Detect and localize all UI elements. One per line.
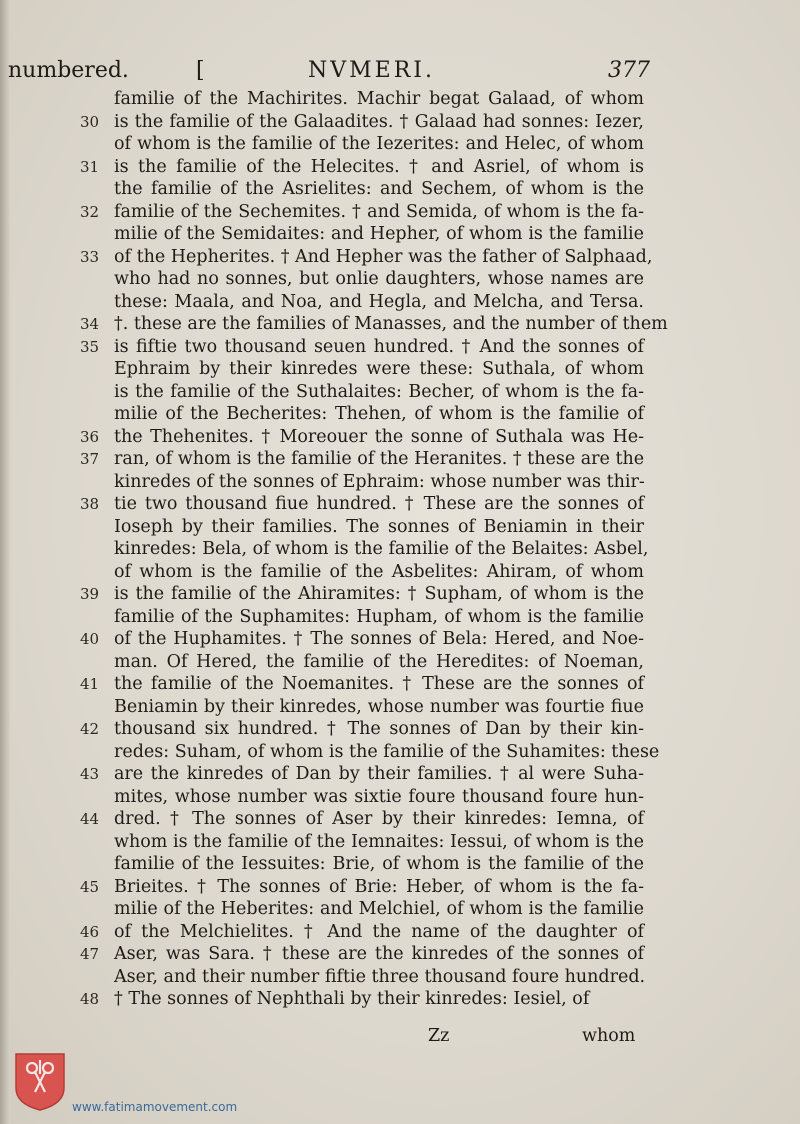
verse-number: 42 xyxy=(80,720,100,738)
verse-number: 37 xyxy=(80,450,100,468)
line-text: who had no sonnes, but onlie daughters, whose names are xyxy=(114,269,644,289)
text-line xyxy=(0,538,800,561)
text-line xyxy=(0,291,800,314)
text-line xyxy=(0,133,800,156)
verse-number: 48 xyxy=(80,990,100,1008)
line-text: man. Of Hered, the familie of the Heredites: of Noeman, xyxy=(114,651,644,672)
line-text: ran, of whom is the familie of the Heranites. † these are the xyxy=(114,449,645,469)
text-line xyxy=(0,448,800,471)
line-text: the familie of the Noemanites. † These are the sonnes of xyxy=(114,674,644,694)
line-text: dred. † The sonnes of Aser by their kinredes: Iemna, of xyxy=(114,809,644,829)
text-line xyxy=(0,966,800,989)
line-text: is the familie of the Helecites. † and Asriel, of whom is xyxy=(114,156,644,177)
text-line xyxy=(0,516,800,539)
text-line xyxy=(0,201,800,224)
line-text: †. these are the families of Manasses, and the number of them xyxy=(114,314,668,334)
line-text: kinredes: Bela, of whom is the familie of the Belaites: Asbel, xyxy=(114,539,649,559)
line-text: mites, whose number was sixtie foure thousand foure hun- xyxy=(114,786,644,807)
line-text: Brieites. † The sonnes of Brie: Heber, of whom is the fa- xyxy=(114,876,644,897)
text-line xyxy=(0,628,800,651)
text-line xyxy=(0,111,800,134)
text-line xyxy=(0,853,800,876)
text-line xyxy=(0,313,800,336)
verse-number: 45 xyxy=(80,877,100,896)
verse-number: 34 xyxy=(80,315,100,333)
website-url-link[interactable]: www.fatimamovement.com xyxy=(72,1100,238,1114)
signature-mark: Zz xyxy=(428,1026,450,1046)
line-text: the familie of the Asrielites: and Sechem, of whom is the xyxy=(114,179,644,199)
text-line xyxy=(0,583,800,606)
verse-number: 33 xyxy=(80,247,100,266)
text-line xyxy=(0,403,800,426)
text-line xyxy=(0,178,800,201)
text-line xyxy=(0,426,800,449)
text-line xyxy=(0,606,800,629)
verse-number: 30 xyxy=(80,112,100,131)
verse-number: 43 xyxy=(80,765,100,783)
page-footer xyxy=(0,1026,800,1050)
text-line xyxy=(0,921,800,944)
verse-number: 31 xyxy=(80,157,100,176)
line-text: Ephraim by their kinredes were these: Suthala, of whom xyxy=(114,359,644,379)
text-line xyxy=(0,808,800,831)
verse-number: 41 xyxy=(80,675,100,693)
line-text: familie of the Sechemites. † and Semida, of whom is the fa- xyxy=(114,201,644,222)
running-header xyxy=(8,58,788,90)
fatima-logo-icon[interactable] xyxy=(14,1052,66,1112)
line-text: of the Huphamites. † The sonnes of Bela: Hered, and Noe- xyxy=(114,629,644,649)
verse-number: 32 xyxy=(80,202,100,221)
line-text: is the familie of the Galaadites. † Galaad had sonnes: Iezer, xyxy=(114,111,644,132)
line-text: is fiftie two thousand seuen hundred. † And the sonnes of xyxy=(114,336,644,357)
line-text: milie of the Heberites: and Melchiel, of whom is the familie xyxy=(114,899,644,919)
line-text: the Thehenites. † Moreouer the sonne of Suthala was He- xyxy=(114,426,644,447)
line-text: kinredes of the sonnes of Ephraim: whose number was thir- xyxy=(114,471,645,492)
text-line xyxy=(0,223,800,246)
text-line xyxy=(0,358,800,381)
verse-number: 36 xyxy=(80,427,100,446)
text-line xyxy=(0,88,800,111)
line-text: tie two thousand fiue hundred. † These are the sonnes of xyxy=(114,494,644,514)
verse-number: 39 xyxy=(80,585,100,603)
text-line xyxy=(0,673,800,696)
text-line xyxy=(0,696,800,719)
verse-number: 35 xyxy=(80,337,100,356)
line-text: whom is the familie of the Iemnaites: Iessui, of whom is the xyxy=(114,831,644,852)
text-line xyxy=(0,561,800,584)
line-text: of the Melchielites. † And the name of the daughter of xyxy=(114,921,644,942)
line-text: of whom is the familie of the Asbelites: Ahiram, of whom xyxy=(114,561,644,582)
text-line xyxy=(0,831,800,854)
line-text: these: Maala, and Noa, and Hegla, and Melcha, and Tersa. xyxy=(114,291,644,312)
verse-number: 46 xyxy=(80,922,100,941)
line-text: Aser, was Sara. † these are the kinredes of the sonnes of xyxy=(114,944,644,964)
text-line xyxy=(0,718,800,741)
line-text: is the familie of the Ahiramites: † Supham, of whom is the xyxy=(114,584,644,604)
text-line xyxy=(0,651,800,674)
line-text: milie of the Semidaites: and Hepher, of whom is the familie xyxy=(114,224,644,244)
line-text: of whom is the familie of the Iezerites: and Helec, of whom xyxy=(114,134,644,154)
text-line xyxy=(0,471,800,494)
line-text: familie of the Suphamites: Hupham, of whom is the familie xyxy=(114,606,644,627)
line-text: Beniamin by their kinredes, whose number was fourtie fiue xyxy=(114,696,644,717)
verse-number: 40 xyxy=(80,630,100,648)
line-text: † The sonnes of Nephthali by their kinredes: Iesiel, of xyxy=(114,989,590,1009)
text-line xyxy=(0,493,800,516)
catchword: whom xyxy=(582,1026,636,1046)
text-body xyxy=(0,88,800,1011)
line-text: Aser, and their number fiftie three thousand foure hundred. xyxy=(114,966,646,987)
book-title: NVMERI. xyxy=(308,58,435,83)
line-text: milie of the Becherites: Thehen, of whom is the familie of xyxy=(114,404,644,424)
verse-number: 38 xyxy=(80,495,100,513)
text-line xyxy=(0,156,800,179)
line-text: redes: Suham, of whom is the familie of the Suhamites: these xyxy=(114,741,660,762)
text-line xyxy=(0,268,800,291)
line-text: are the kinredes of Dan by their families. † al were Suha- xyxy=(114,764,644,784)
line-text: familie of the Machirites. Machir begat Galaad, of whom xyxy=(114,89,644,109)
text-line xyxy=(0,876,800,899)
text-line xyxy=(0,763,800,786)
text-line xyxy=(0,246,800,269)
page-number: 377 xyxy=(608,58,650,83)
verse-number: 47 xyxy=(80,945,100,963)
text-line xyxy=(0,943,800,966)
line-text: is the familie of the Suthalaites: Becher, of whom is the fa- xyxy=(114,381,644,402)
verse-number: 44 xyxy=(80,810,100,828)
line-text: familie of the Iessuites: Brie, of whom is the familie of the xyxy=(114,854,644,874)
line-text: of the Hepherites. † And Hepher was the father of Salphaad, xyxy=(114,246,653,267)
text-line xyxy=(0,741,800,764)
text-line xyxy=(0,336,800,359)
text-line xyxy=(0,786,800,809)
header-bracket: [ xyxy=(196,58,205,83)
text-line xyxy=(0,898,800,921)
text-line xyxy=(0,988,800,1011)
header-left-word: numbered. xyxy=(8,58,129,83)
text-line xyxy=(0,381,800,404)
line-text: thousand six hundred. † The sonnes of Dan by their kin- xyxy=(114,719,644,739)
line-text: Ioseph by their families. The sonnes of Beniamin in their xyxy=(114,516,644,537)
